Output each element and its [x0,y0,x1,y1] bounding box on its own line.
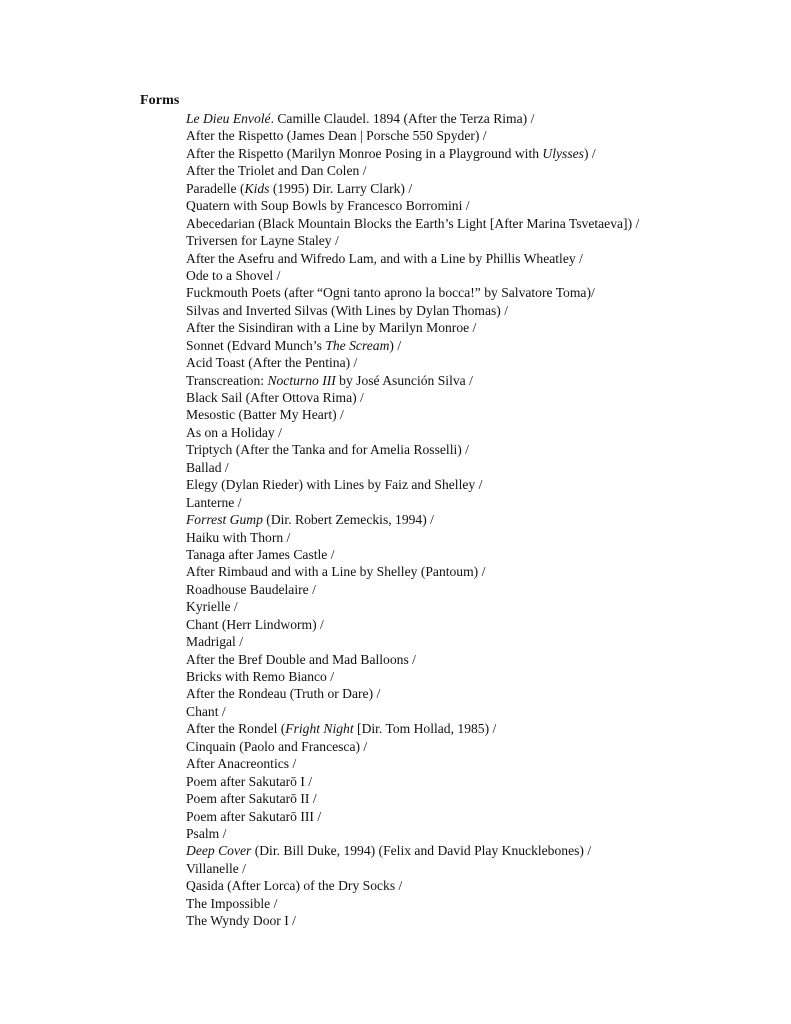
entry-text: Psalm / [186,825,227,841]
poem-entry [186,319,639,336]
italic-title-text: Deep Cover [186,843,252,859]
entry-text: Sonnet (Edvard Munch’s [186,337,326,353]
poem-entry [186,790,639,807]
entry-text: Lanterne / [186,494,242,510]
entry-text: Cinquain (Paolo and Francesca) / [186,738,368,754]
entry-text: Tanaga after James Castle / [186,546,335,562]
poem-entry [186,877,639,894]
entry-text: (1995) Dir. Larry Clark) / [269,180,413,196]
entry-text: After the Rondeau (Truth or Dare) / [186,686,381,702]
entry-text: After the Rispetto (Marilyn Monroe Posing in a Playground with [186,145,543,161]
entry-text: After the Rondel ( [186,721,286,737]
poem-entry [186,720,639,737]
poem-entry [186,284,639,301]
poem-entry [186,232,639,249]
poem-entry [186,755,639,772]
entry-text: The Wyndy Door I / [186,913,296,929]
entry-text: Silvas and Inverted Silvas (With Lines by Dylan Thomas) / [186,302,509,318]
poem-entry [186,215,639,232]
entry-text: Bricks with Remo Bianco / [186,669,335,684]
poem-entry [186,494,639,511]
entry-text: Poem after Sakutarō II / [186,791,317,807]
entry-text: After the Rispetto (James Dean | Porsche 550 Spyder) / [186,128,487,144]
entry-text: Acid Toast (After the Pentina) / [186,355,358,371]
poem-entry [186,511,639,528]
poem-list [186,110,639,930]
entry-text: Transcreation: [186,372,268,388]
poem-entry [186,250,639,267]
poem-entry [186,110,639,127]
entry-text: Fuckmouth Poets (after “Ogni tanto aprono la bocca!” by Salvatore Toma)/ [186,285,595,301]
entry-text: Haiku with Thorn / [186,529,291,545]
entry-text: Madrigal / [186,634,244,650]
entry-text: Ode to a Shovel / [186,267,281,283]
entry-text: Quatern with Soup Bowls by Francesco Borromini / [186,198,470,214]
italic-title-text: The Scream [325,337,390,353]
entry-text: After the Bref Double and Mad Balloons / [186,651,416,667]
poem-entry [186,738,639,755]
section-heading: Forms [140,93,180,108]
poem-entry [186,581,639,598]
entry-text: Qasida (After Lorca) of the Dry Socks / [186,878,403,894]
entry-text: [Dir. Tom Hollad, 1985) / [353,721,497,737]
entry-text: ) / [389,337,402,353]
poem-entry [186,302,639,319]
poem-entry [186,685,639,702]
entry-text: Poem after Sakutarō III / [186,808,322,824]
poem-entry [186,668,639,685]
entry-text: Paradelle ( [186,180,245,196]
entry-text: The Impossible / [186,895,278,911]
entry-text: . Camille Claudel. 1894 (After the Terza Rima) / [270,111,535,126]
entry-text: Ballad / [186,459,229,475]
entry-text: After the Sisindiran with a Line by Marilyn Monroe / [186,320,477,336]
poem-entry [186,912,639,929]
entry-text: Chant (Herr Lindworm) / [186,616,324,632]
entry-text: Elegy (Dylan Rieder) with Lines by Faiz and Shelley / [186,477,483,493]
entry-text: (Dir. Robert Zemeckis, 1994) / [262,512,434,528]
entry-text: After Anacreontics / [186,756,297,772]
entry-text: Chant / [186,703,226,719]
entry-text: Roadhouse Baudelaire / [186,581,316,597]
entry-text: After the Asefru and Wifredo Lam, and with a Line by Phillis Wheatley / [186,250,583,266]
entry-text: Black Sail (After Ottova Rima) / [186,390,364,405]
entry-text: Triversen for Layne Staley / [186,233,339,249]
entry-text: Mesostic (Batter My Heart) / [186,407,344,423]
italic-title-text: Ulysses [542,145,584,161]
poem-entry [186,337,639,354]
poem-entry [186,808,639,825]
italic-title-text: Nocturno III [267,372,336,388]
poem-entry [186,145,639,162]
poem-entry [186,616,639,633]
entry-text: Villanelle / [186,860,246,876]
poem-entry [186,459,639,476]
poem-entry [186,563,639,580]
poem-entry [186,389,639,406]
entry-text: As on a Holiday / [186,424,282,440]
entry-text: (Dir. Bill Duke, 1994) (Felix and David Play Knucklebones) / [251,843,592,859]
poem-entry [186,633,639,650]
poem-entry [186,529,639,546]
poem-entry [186,424,639,441]
poem-entry [186,127,639,144]
italic-title-text: Forrest Gump [186,512,263,528]
poem-entry [186,825,639,842]
poem-entry [186,773,639,790]
poem-entry [186,895,639,912]
poem-entry [186,162,639,179]
poem-entry [186,651,639,668]
entry-text: After the Triolet and Dan Colen / [186,163,367,179]
poem-entry [186,546,639,563]
poem-entry [186,406,639,423]
italic-title-text: Kids [244,180,270,196]
poem-entry [186,354,639,371]
poem-entry [186,703,639,720]
poem-entry [186,180,639,197]
entry-text: After Rimbaud and with a Line by Shelley (Pantoum) / [186,564,486,580]
poem-entry [186,267,639,284]
entry-text: Abecedarian (Black Mountain Blocks the Earth’s Light [After Marina Tsvetaeva]) / [186,215,640,231]
poem-entry [186,860,639,877]
italic-title-text: Le Dieu Envolé [186,111,271,126]
poem-entry [186,441,639,458]
entry-text: Kyrielle / [186,599,238,615]
italic-title-text: Fright Night [285,721,354,737]
poem-entry [186,372,639,389]
poem-entry [186,842,639,859]
poem-entry [186,197,639,214]
entry-text: ) / [583,145,596,161]
poem-entry [186,598,639,615]
entry-text: Triptych (After the Tanka and for Amelia Rosselli) / [186,442,469,458]
entry-text: by José Asunción Silva / [335,372,473,388]
poem-entry [186,476,639,493]
entry-text: Poem after Sakutarō I / [186,773,313,789]
